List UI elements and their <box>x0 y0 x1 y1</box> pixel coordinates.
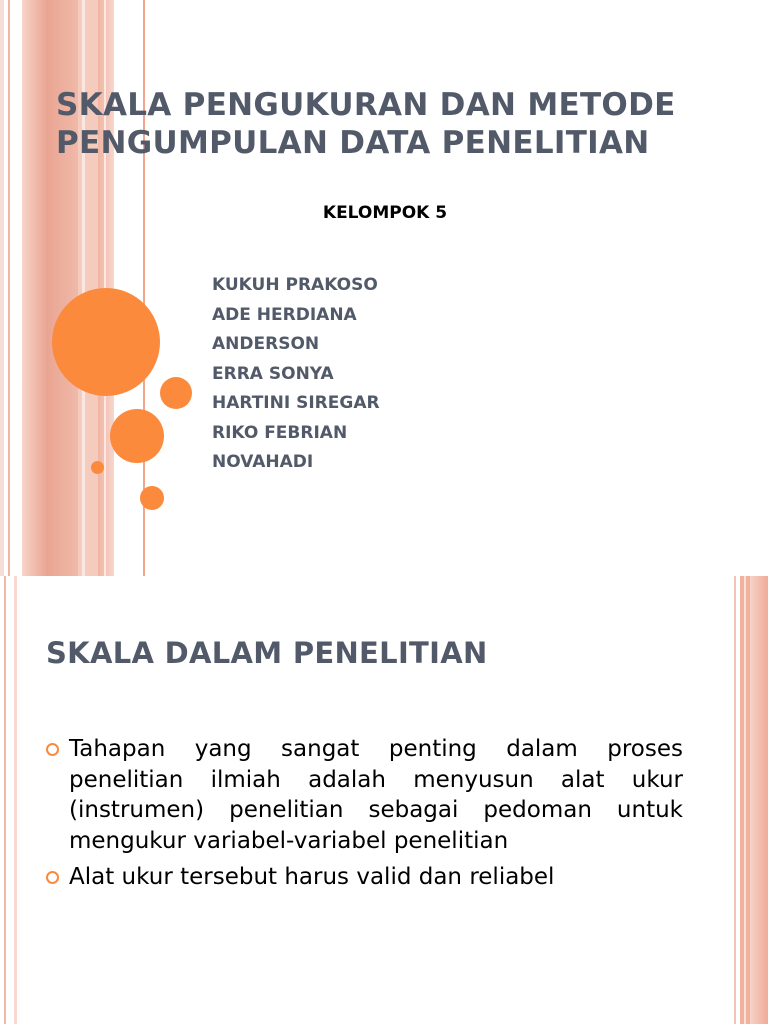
bullet-list <box>46 734 683 899</box>
member-name: KUKUH PRAKOSO <box>212 275 378 295</box>
decorative-stripe <box>750 576 768 1024</box>
decorative-circle-small <box>140 486 164 510</box>
hollow-circle-bullet-icon <box>46 871 59 884</box>
slide-title <box>56 86 756 162</box>
member-name: ERRA SONYA <box>212 363 334 384</box>
decorative-stripe <box>744 576 746 1024</box>
member-name: ANDERSON <box>212 334 320 354</box>
slide-title-line-1: SKALA PENGUKURAN DAN METODE <box>56 87 676 123</box>
decorative-stripe <box>4 576 6 1024</box>
bullet-text: Alat ukur tersebut harus valid dan reliabel <box>69 864 555 890</box>
member-name: RIKO FEBRIAN <box>212 422 348 443</box>
bullet-item <box>46 862 683 893</box>
slide-title: SKALA DALAM PENELITIAN <box>46 636 488 670</box>
member-name: HARTINI SIREGAR <box>212 393 380 413</box>
decorative-stripe <box>14 576 17 1024</box>
decorative-stripe <box>734 576 736 1024</box>
member-name: ADE HERDIANA <box>212 304 357 325</box>
group-subtitle: KELOMPOK 5 <box>322 203 448 223</box>
member-list <box>212 274 380 481</box>
decorative-stripe <box>0 0 4 576</box>
decorative-circle-tiny <box>91 461 104 474</box>
member-name: NOVAHADI <box>212 452 314 472</box>
decorative-circle-medium <box>110 409 164 463</box>
hollow-circle-bullet-icon <box>46 743 59 756</box>
decorative-stripe <box>8 0 10 576</box>
decorative-circle-large <box>52 288 160 396</box>
slide-title-line-2: PENGUMPULAN DATA PENELITIAN <box>56 125 650 161</box>
decorative-circle-small <box>160 377 192 409</box>
content-slide <box>0 576 768 1024</box>
bullet-item <box>46 734 683 856</box>
bullet-text: Tahapan yang sangat penting dalam proses penelitian ilmiah adalah menyusun alat ukur (instrumen) penelitian sebagai pedoman untuk mengukur variabel-variabel penelitian <box>69 736 683 854</box>
